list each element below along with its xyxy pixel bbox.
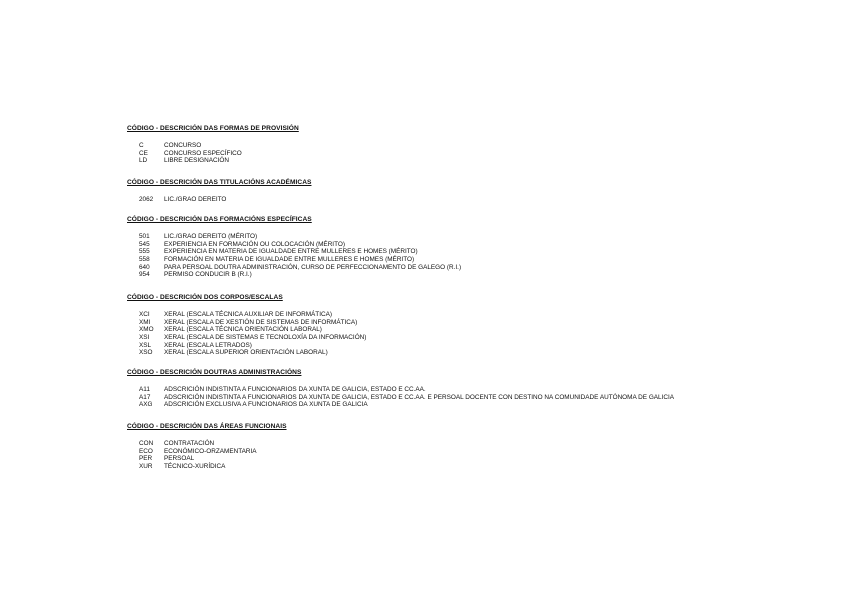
- description: LIC./GRAO DEREITO: [164, 196, 227, 203]
- code: 501: [139, 233, 150, 240]
- code-list: [127, 196, 827, 204]
- code: A17: [139, 393, 151, 401]
- code: 2062: [139, 196, 154, 203]
- section-title: CÓDIGO - DESCRICIÓN DOUTRAS ADMINISTRACIÓNS: [127, 369, 302, 376]
- description: TÉCNICO-XURÍDICA: [164, 463, 226, 471]
- code: LD: [139, 157, 148, 165]
- section-titulacions-academicas: [127, 179, 827, 204]
- code: PER: [139, 455, 153, 463]
- section-title: CÓDIGO - DESCRICIÓN DAS FORMAS DE PROVISIÓN: [127, 125, 299, 132]
- code: XSO: [139, 349, 153, 357]
- code: XSI: [139, 334, 150, 342]
- code: CON: [139, 440, 154, 447]
- section-formacions-especificas: [127, 216, 827, 279]
- code: 954: [139, 271, 150, 279]
- description: PERSOAL: [164, 455, 195, 463]
- code-list: [127, 386, 827, 409]
- list-item: [127, 196, 827, 204]
- list-item: [127, 142, 827, 150]
- section-corpos-escalas: [127, 294, 827, 357]
- list-item: [127, 455, 827, 463]
- list-item: [127, 150, 827, 158]
- code-list: [127, 142, 827, 165]
- list-item: [127, 248, 827, 256]
- description: XERAL (ESCALA TÉCNICA AUXILIAR DE INFORMÁTICA): [164, 311, 332, 318]
- description: FORMACIÓN EN MATERIA DE IGUALDADE ENTRE MULLERES E HOMES (MÉRITO): [164, 256, 415, 264]
- description: XERAL (ESCALA TÉCNICA ORIENTACIÓN LABORAL): [164, 326, 322, 334]
- description: LIBRE DESIGNACIÓN: [164, 157, 229, 165]
- description: CONCURSO ESPECÍFICO: [164, 149, 242, 157]
- list-item: [127, 326, 827, 334]
- description: ADSCRICIÓN INDISTINTA A FUNCIONARIOS DA XUNTA DE GALICIA, ESTADO E CC.AA. E PERSOAL DOCENTE CON DESTINO NA COMUNIDADE AUTÓNOMA DE GALICIA: [164, 393, 675, 401]
- list-item: [127, 271, 827, 279]
- code: XUR: [139, 463, 153, 471]
- code: XMO: [139, 326, 154, 334]
- section-title: CÓDIGO - DESCRICIÓN DAS ÁREAS FUNCIONAIS: [127, 423, 287, 430]
- code: 555: [139, 248, 150, 256]
- code: 558: [139, 256, 150, 264]
- description: XERAL (ESCALA LETRADOS): [164, 341, 252, 349]
- code-list: [127, 233, 827, 279]
- section-areas-funcionais: [127, 423, 827, 471]
- list-item: [127, 256, 827, 264]
- list-item: [127, 157, 827, 165]
- code: CE: [139, 149, 148, 157]
- description: CONTRATACIÓN: [164, 440, 215, 447]
- section-title: CÓDIGO - DESCRICIÓN DAS TITULACIÓNS ACADÉMICAS: [127, 179, 312, 186]
- list-item: [127, 264, 827, 272]
- code: 640: [139, 263, 150, 271]
- description: ADSCRICIÓN EXCLUSIVA A FUNCIONARIOS DA XUNTA DE GALICIA: [164, 401, 368, 409]
- list-item: [127, 448, 827, 456]
- list-item: [127, 440, 827, 448]
- list-item: [127, 311, 827, 319]
- section-title: CÓDIGO - DESCRICIÓN DAS FORMACIÓNS ESPECÍFICAS: [127, 216, 312, 223]
- description: EXPERIENCIA EN MATERIA DE IGUALDADE ENTRE MULLERES E HOMES (MÉRITO): [164, 248, 418, 256]
- list-item: [127, 334, 827, 342]
- list-item: [127, 233, 827, 241]
- description: ECONÓMICO-ORZAMENTARIA: [164, 447, 257, 455]
- list-item: [127, 463, 827, 471]
- code: XSL: [139, 341, 152, 349]
- description: XERAL (ESCALA DE SISTEMAS E TECNOLOXÍA DA INFORMACIÓN): [164, 334, 367, 342]
- section-formas-provision: [127, 125, 827, 165]
- list-item: [127, 401, 827, 409]
- code: AXG: [139, 401, 153, 409]
- description: EXPERIENCIA EN FORMACIÓN OU COLOCACIÓN (MÉRITO): [164, 240, 345, 248]
- code: XCI: [139, 311, 150, 318]
- description: PERMISO CONDUCIR B (R.I.): [164, 271, 252, 279]
- code: ECO: [139, 447, 153, 455]
- code: 545: [139, 240, 150, 248]
- list-item: [127, 386, 827, 394]
- code: XMI: [139, 318, 151, 326]
- description: CONCURSO: [164, 142, 202, 149]
- description: ADSCRICIÓN INDISTINTA A FUNCIONARIOS DA XUNTA DE GALICIA, ESTADO E CC.AA.: [164, 386, 426, 393]
- code-list: [127, 311, 827, 357]
- description: XERAL (ESCALA DE XESTIÓN DE SISTEMAS DE INFORMÁTICA): [164, 318, 358, 326]
- code: C: [139, 142, 144, 149]
- section-title: CÓDIGO - DESCRICIÓN DOS CORPOS/ESCALAS: [127, 294, 283, 301]
- list-item: [127, 349, 827, 357]
- description: XERAL (ESCALA SUPERIOR ORIENTACIÓN LABORAL): [164, 349, 328, 357]
- code-list: [127, 440, 827, 471]
- description: LIC./GRAO DEREITO (MÉRITO): [164, 233, 258, 240]
- description: PARA PERSOAL DOUTRA ADMINISTRACIÓN, CURSO DE PERFECCIONAMENTO DE GALEGO (R.I.): [164, 263, 462, 271]
- section-outras-administracions: [127, 369, 827, 409]
- code: A11: [139, 386, 150, 393]
